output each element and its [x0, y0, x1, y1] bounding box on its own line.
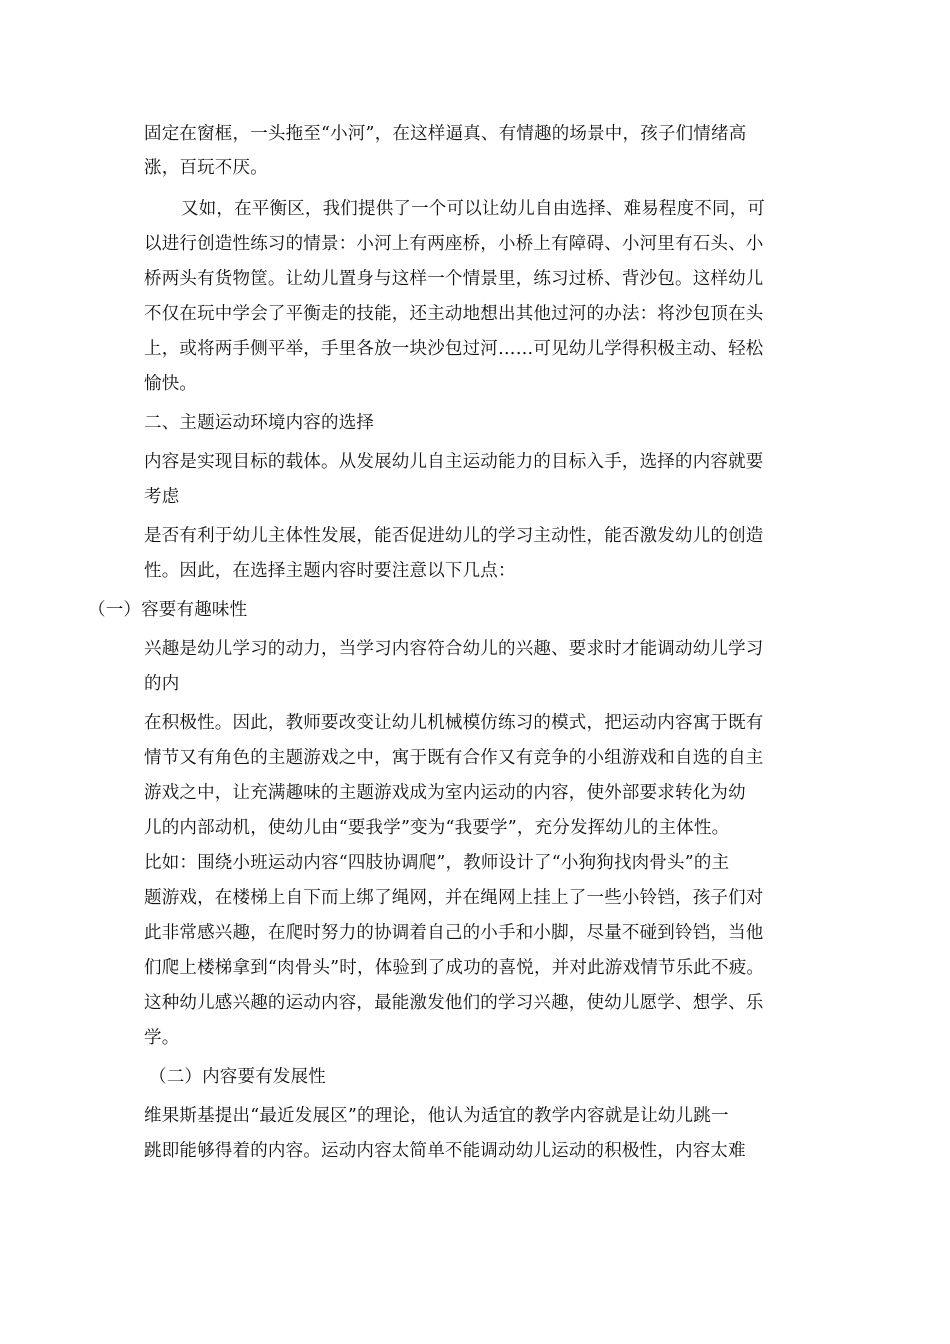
- text-line: 考虑: [144, 487, 180, 507]
- text-line: 上，或将两手侧平举，手里各放一块沙包过河……可见幼儿学得积极主动、轻松: [144, 339, 764, 359]
- text-line: 跳即能够得着的内容。运动内容太简单不能调动幼儿运动的积极性，内容太难: [144, 1141, 746, 1161]
- subsection-heading: （一）容要有趣味性: [88, 600, 248, 620]
- text-line: 情节又有角色的主题游戏之中，寓于既有合作又有竞争的小组游戏和自选的自主: [144, 748, 764, 768]
- text-line: 学。: [144, 1028, 180, 1048]
- text-line: 儿的内部动机，使幼儿由“要我学”变为“我要学”，充分发挥幼儿的主体性。: [144, 818, 730, 838]
- text-line: 们爬上楼梯拿到“肉骨头”时，体验到了成功的喜悦，并对此游戏情节乐此不疲。: [144, 958, 765, 978]
- text-line: 维果斯基提出“最近发展区”的理论，他认为适宜的教学内容就是让幼儿跳一: [144, 1106, 729, 1126]
- text-line: 游戏之中，让充满趣味的主题游戏成为室内运动的内容，使外部要求转化为幼: [144, 783, 746, 803]
- text-line: 愉快。: [144, 374, 198, 394]
- text-line: 以进行创造性练习的情景：小河上有两座桥，小桥上有障碍、小河里有石头、小: [144, 234, 764, 254]
- text-line: 固定在窗框，一头拖至“小河”，在这样逼真、有情趣的场景中，孩子们情绪高: [144, 124, 747, 144]
- subsection-heading: （二）内容要有发展性: [149, 1067, 326, 1087]
- text-line: 内容是实现目标的载体。从发展幼儿自主运动能力的目标入手，选择的内容就要: [144, 452, 764, 472]
- text-line: 比如：围绕小班运动内容“四肢协调爬”，教师设计了“小狗狗找肉骨头”的主: [144, 853, 730, 873]
- text-line: 在积极性。因此，教师要改变让幼儿机械模仿练习的模式，把运动内容寓于既有: [144, 713, 764, 733]
- section-heading: 二、主题运动环境内容的选择: [144, 413, 375, 433]
- text-line: 这种幼儿感兴趣的运动内容，最能激发他们的学习兴趣，使幼儿愿学、想学、乐: [144, 993, 764, 1013]
- text-line: 不仅在玩中学会了平衡走的技能，还主动地想出其他过河的办法：将沙包顶在头: [144, 304, 764, 324]
- text-line: 桥两头有货物筐。让幼儿置身与这样一个情景里，练习过桥、背沙包。这样幼儿: [144, 269, 764, 289]
- text-line: 是否有利于幼儿主体性发展，能否促进幼儿的学习主动性，能否激发幼儿的创造: [144, 526, 764, 546]
- text-line: 的内: [144, 674, 180, 694]
- text-line: 性。因此，在选择主题内容时要注意以下几点：: [144, 561, 516, 581]
- text-line: 涨，百玩不厌。: [144, 158, 268, 178]
- text-line: 又如，在平衡区，我们提供了一个可以让幼儿自由选择、难易程度不同，可: [181, 199, 766, 219]
- text-line: 题游戏，在楼梯上自下而上绑了绳网，并在绳网上挂上了一些小铃铛，孩子们对: [144, 888, 764, 908]
- text-line: 兴趣是幼儿学习的动力，当学习内容符合幼儿的兴趣、要求时才能调动幼儿学习: [144, 639, 764, 659]
- text-line: 此非常感兴趣，在爬时努力的协调着自己的小手和小脚，尽量不碰到铃铛，当他: [144, 923, 764, 943]
